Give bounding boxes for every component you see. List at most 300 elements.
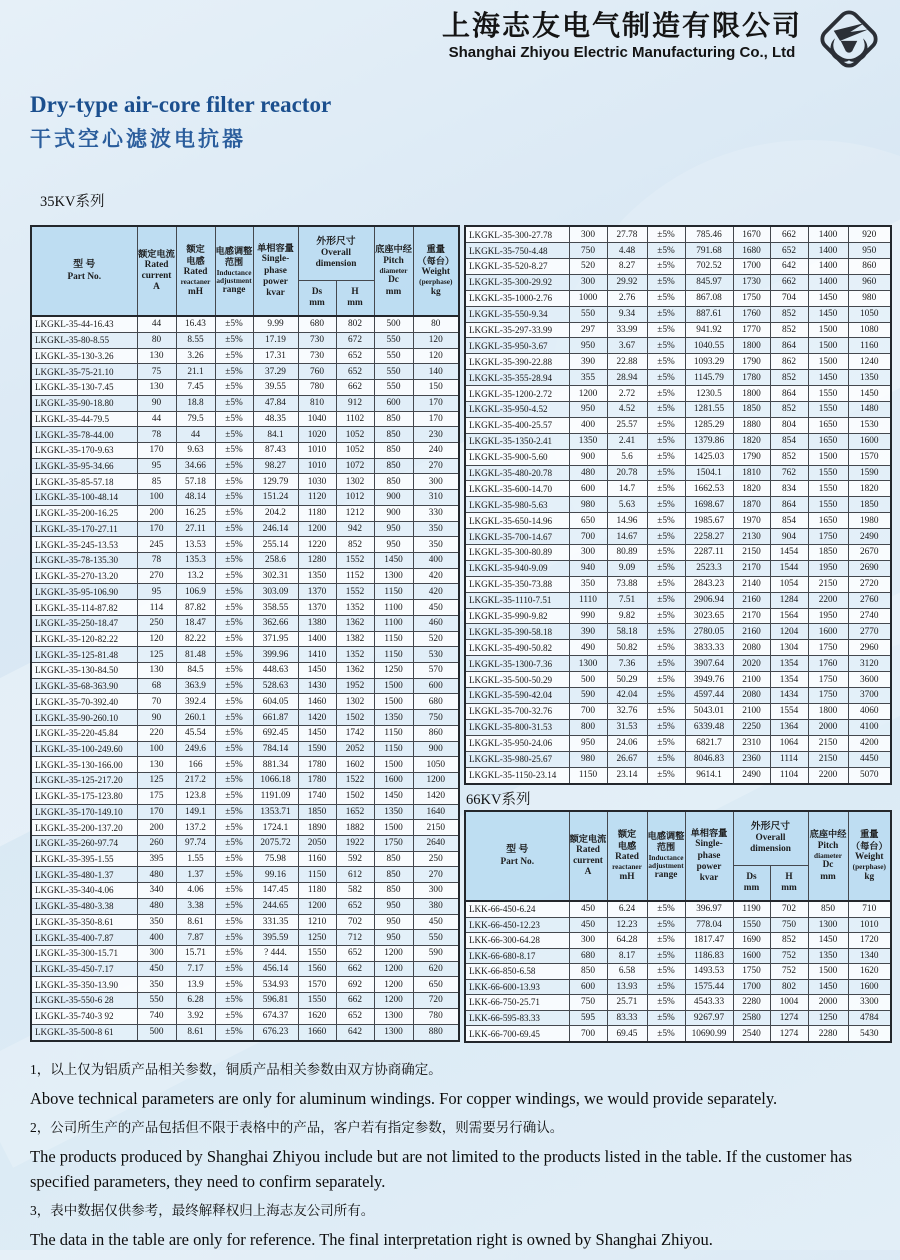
- part-no-cell: LKGKL-35-85-57.18: [31, 474, 137, 490]
- value-cell: 1522: [336, 773, 374, 789]
- value-cell: ±5%: [647, 1026, 685, 1042]
- value-cell: 2150: [413, 820, 459, 836]
- value-cell: ±5%: [215, 395, 253, 411]
- value-cell: 130: [137, 380, 176, 396]
- value-cell: 1350: [298, 568, 336, 584]
- value-cell: 662: [770, 274, 808, 290]
- value-cell: 1450: [808, 933, 848, 949]
- value-cell: 1750: [733, 290, 770, 306]
- part-no-cell: LKGKL-35-220-45.84: [31, 725, 137, 741]
- value-cell: 75: [137, 364, 176, 380]
- value-cell: 450: [569, 901, 607, 917]
- value-cell: 1950: [808, 608, 848, 624]
- table-row: [31, 427, 459, 443]
- value-cell: 6339.48: [685, 719, 733, 735]
- value-cell: 170: [137, 804, 176, 820]
- value-cell: 1066.18: [253, 773, 298, 789]
- value-cell: 950: [569, 402, 607, 418]
- table-row: [465, 338, 891, 354]
- value-cell: 3833.33: [685, 640, 733, 656]
- value-cell: 2780.05: [685, 624, 733, 640]
- value-cell: 2960: [848, 640, 891, 656]
- value-cell: ±5%: [647, 529, 685, 545]
- table-row: [465, 592, 891, 608]
- value-cell: 676.23: [253, 1024, 298, 1041]
- value-cell: 1530: [848, 417, 891, 433]
- value-cell: 1302: [336, 474, 374, 490]
- table-row: [31, 741, 459, 757]
- table-row: [31, 663, 459, 679]
- value-cell: ±5%: [215, 364, 253, 380]
- value-cell: 47.84: [253, 395, 298, 411]
- value-cell: 245: [137, 537, 176, 553]
- value-cell: 1100: [374, 600, 413, 616]
- value-cell: 13.93: [607, 979, 647, 995]
- value-cell: 1350: [374, 710, 413, 726]
- part-no-cell: LKGKL-35-100-249.60: [31, 741, 137, 757]
- value-cell: 2140: [733, 576, 770, 592]
- value-cell: 1790: [733, 449, 770, 465]
- value-cell: 1200: [413, 773, 459, 789]
- value-cell: 550: [374, 348, 413, 364]
- value-cell: 300: [569, 545, 607, 561]
- value-cell: ±5%: [647, 259, 685, 275]
- value-cell: 270: [413, 867, 459, 883]
- value-cell: ±5%: [215, 883, 253, 899]
- value-cell: 37.29: [253, 364, 298, 380]
- value-cell: 1353.71: [253, 804, 298, 820]
- part-no-cell: LKGKL-35-200-137.20: [31, 820, 137, 836]
- value-cell: 80: [413, 316, 459, 332]
- value-cell: 9.82: [607, 608, 647, 624]
- value-cell: 480: [137, 898, 176, 914]
- note-line: 2，公司所生产的产品包括但不限于表格中的产品，客户若有指定参数，则需要另行确认。: [30, 1120, 564, 1136]
- value-cell: 18.47: [176, 615, 215, 631]
- table-row: [465, 433, 891, 449]
- value-cell: 8.27: [607, 259, 647, 275]
- value-cell: 100: [137, 741, 176, 757]
- value-cell: 123.8: [176, 788, 215, 804]
- company-name-en: Shanghai Zhiyou Electric Manufacturing Co., Ltd: [448, 44, 796, 62]
- value-cell: 166: [176, 757, 215, 773]
- value-cell: 780: [413, 1008, 459, 1024]
- value-cell: ±5%: [215, 1024, 253, 1041]
- value-cell: 778.04: [685, 917, 733, 933]
- value-cell: 810: [298, 395, 336, 411]
- value-cell: ±5%: [647, 751, 685, 767]
- value-cell: 550: [374, 380, 413, 396]
- part-no-cell: LKGKL-35-125-81.48: [31, 647, 137, 663]
- value-cell: 6821.7: [685, 735, 733, 751]
- value-cell: 520: [569, 259, 607, 275]
- value-cell: 1180: [298, 505, 336, 521]
- value-cell: 1200: [298, 521, 336, 537]
- col-rated-current: 额定电流 Rated current A: [569, 811, 607, 901]
- value-cell: 7.87: [176, 930, 215, 946]
- series-35kv-label: 35KV系列: [40, 194, 105, 210]
- value-cell: ±5%: [215, 411, 253, 427]
- value-cell: 1600: [374, 773, 413, 789]
- part-no-cell: LKGKL-35-250-18.47: [31, 615, 137, 631]
- value-cell: 18.8: [176, 395, 215, 411]
- part-no-cell: LKGKL-35-1000-2.76: [465, 290, 569, 306]
- value-cell: 700: [569, 529, 607, 545]
- part-no-cell: LKGKL-35-400-7.87: [31, 930, 137, 946]
- value-cell: 534.93: [253, 977, 298, 993]
- value-cell: 1054: [770, 576, 808, 592]
- value-cell: 1300: [374, 1024, 413, 1041]
- value-cell: 73.88: [607, 576, 647, 592]
- table-row: [465, 964, 891, 980]
- value-cell: 1200: [569, 386, 607, 402]
- value-cell: ±5%: [215, 505, 253, 521]
- value-cell: 850: [374, 427, 413, 443]
- value-cell: 680: [298, 316, 336, 332]
- value-cell: 23.14: [607, 767, 647, 784]
- value-cell: 50.29: [607, 672, 647, 688]
- table-row: [31, 773, 459, 789]
- value-cell: 3.92: [176, 1008, 215, 1024]
- value-cell: 1004: [770, 995, 808, 1011]
- value-cell: 1150: [374, 647, 413, 663]
- value-cell: 850: [374, 442, 413, 458]
- value-cell: 880: [413, 1024, 459, 1041]
- value-cell: 2000: [808, 995, 848, 1011]
- value-cell: 802: [336, 316, 374, 332]
- value-cell: 942: [336, 521, 374, 537]
- table-row: [31, 914, 459, 930]
- value-cell: 900: [374, 505, 413, 521]
- value-cell: 852: [770, 449, 808, 465]
- value-cell: 6.28: [176, 993, 215, 1009]
- value-cell: 1354: [770, 672, 808, 688]
- value-cell: 2.41: [607, 433, 647, 449]
- value-cell: ±5%: [647, 688, 685, 704]
- value-cell: 48.35: [253, 411, 298, 427]
- part-no-cell: LKGKL-35-590-42.04: [465, 688, 569, 704]
- value-cell: 1500: [808, 449, 848, 465]
- value-cell: 1800: [733, 338, 770, 354]
- table-row: [465, 481, 891, 497]
- value-cell: 1770: [733, 322, 770, 338]
- value-cell: 95: [137, 458, 176, 474]
- table-row: [31, 883, 459, 899]
- value-cell: 1300: [569, 656, 607, 672]
- value-cell: 87.82: [176, 600, 215, 616]
- value-cell: 1590: [848, 465, 891, 481]
- value-cell: 83.33: [607, 1010, 647, 1026]
- value-cell: 1300: [374, 568, 413, 584]
- value-cell: 1354: [770, 656, 808, 672]
- value-cell: 550: [374, 364, 413, 380]
- value-cell: ±5%: [215, 835, 253, 851]
- part-no-cell: LKGKL-35-95-106.90: [31, 584, 137, 600]
- value-cell: 2640: [413, 835, 459, 851]
- value-cell: ±5%: [647, 656, 685, 672]
- table-row: [465, 226, 891, 243]
- value-cell: 860: [848, 259, 891, 275]
- col-part-no: 型 号 Part No.: [31, 226, 137, 316]
- table-row: [31, 364, 459, 380]
- value-cell: 864: [770, 338, 808, 354]
- value-cell: 4597.44: [685, 688, 733, 704]
- value-cell: 1050: [848, 306, 891, 322]
- value-cell: 1230.5: [685, 386, 733, 402]
- value-cell: 650: [569, 513, 607, 529]
- value-cell: 300: [413, 474, 459, 490]
- value-cell: 1650: [808, 513, 848, 529]
- value-cell: ±5%: [215, 474, 253, 490]
- value-cell: ±5%: [647, 274, 685, 290]
- value-cell: 2160: [733, 624, 770, 640]
- value-cell: 25.57: [607, 417, 647, 433]
- table-row: [31, 553, 459, 569]
- value-cell: 1760: [808, 656, 848, 672]
- table-row: [465, 703, 891, 719]
- part-no-cell: LKGKL-35-90-18.80: [31, 395, 137, 411]
- value-cell: 1504.1: [685, 465, 733, 481]
- value-cell: 1742: [336, 725, 374, 741]
- part-no-cell: LKGKL-35-950-24.06: [465, 735, 569, 751]
- value-cell: 150: [413, 380, 459, 396]
- value-cell: 125: [137, 647, 176, 663]
- value-cell: 950: [569, 735, 607, 751]
- value-cell: ±5%: [215, 380, 253, 396]
- value-cell: 8.61: [176, 914, 215, 930]
- value-cell: ±5%: [215, 945, 253, 961]
- value-cell: 217.2: [176, 773, 215, 789]
- value-cell: 14.67: [607, 529, 647, 545]
- value-cell: 170: [137, 442, 176, 458]
- note-line: Above technical parameters are only for aluminum windings. For copper windings, we would provide separately.: [30, 1088, 778, 1108]
- value-cell: 662: [336, 380, 374, 396]
- table-35kv-right: [464, 225, 892, 785]
- value-cell: 29.92: [607, 274, 647, 290]
- value-cell: 600: [569, 979, 607, 995]
- value-cell: 730: [298, 348, 336, 364]
- value-cell: ±5%: [215, 568, 253, 584]
- value-cell: 7.17: [176, 961, 215, 977]
- value-cell: 2150: [733, 545, 770, 561]
- value-cell: 5070: [848, 767, 891, 784]
- value-cell: 26.67: [607, 751, 647, 767]
- value-cell: 350: [413, 521, 459, 537]
- value-cell: ±5%: [647, 640, 685, 656]
- value-cell: 1600: [808, 624, 848, 640]
- value-cell: 240: [413, 442, 459, 458]
- value-cell: 9614.1: [685, 767, 733, 784]
- value-cell: 350: [137, 977, 176, 993]
- value-cell: 2.72: [607, 386, 647, 402]
- value-cell: 2100: [733, 672, 770, 688]
- value-cell: 1560: [298, 961, 336, 977]
- value-cell: ±5%: [215, 584, 253, 600]
- value-cell: 760: [298, 364, 336, 380]
- table-row: [31, 584, 459, 600]
- col-pitch-diameter: 底座中经 Pitch diameter Dc mm: [374, 226, 413, 316]
- col-pitch-diameter: 底座中经 Pitch diameter Dc mm: [808, 811, 848, 901]
- value-cell: 2080: [733, 640, 770, 656]
- value-cell: 3907.64: [685, 656, 733, 672]
- value-cell: 904: [770, 529, 808, 545]
- part-no-cell: LKGKL-35-480-1.37: [31, 867, 137, 883]
- value-cell: 82.22: [176, 631, 215, 647]
- part-no-cell: LKGKL-35-980-5.63: [465, 497, 569, 513]
- table-row: [31, 521, 459, 537]
- value-cell: 1500: [808, 964, 848, 980]
- part-no-cell: LKK-66-450-12.23: [465, 917, 569, 933]
- col-part-no: 型 号 Part No.: [465, 811, 569, 901]
- value-cell: 2720: [848, 576, 891, 592]
- value-cell: 1274: [770, 1026, 808, 1042]
- table-row: [465, 948, 891, 964]
- value-cell: 480: [137, 867, 176, 883]
- value-cell: 1620: [298, 1008, 336, 1024]
- value-cell: 600: [413, 678, 459, 694]
- value-cell: ±5%: [647, 592, 685, 608]
- value-cell: 1352: [336, 647, 374, 663]
- value-cell: 550: [413, 930, 459, 946]
- table-row: [465, 354, 891, 370]
- value-cell: 2690: [848, 560, 891, 576]
- part-no-cell: LKGKL-35-390-58.18: [465, 624, 569, 640]
- part-no-cell: LKGKL-35-980-25.67: [465, 751, 569, 767]
- value-cell: 1362: [336, 663, 374, 679]
- value-cell: 1150: [374, 584, 413, 600]
- value-cell: 1150: [569, 767, 607, 784]
- value-cell: 2200: [808, 767, 848, 784]
- value-cell: 1274: [770, 1010, 808, 1026]
- value-cell: 300: [137, 945, 176, 961]
- value-cell: 84.5: [176, 663, 215, 679]
- value-cell: ±5%: [215, 820, 253, 836]
- value-cell: 48.14: [176, 490, 215, 506]
- value-cell: 700: [569, 1026, 607, 1042]
- value-cell: 700: [569, 703, 607, 719]
- value-cell: ±5%: [215, 316, 253, 332]
- value-cell: 680: [569, 948, 607, 964]
- table-row: [465, 995, 891, 1011]
- value-cell: ±5%: [215, 615, 253, 631]
- table-row: [465, 719, 891, 735]
- value-cell: 450: [413, 600, 459, 616]
- table-row: [465, 576, 891, 592]
- value-cell: 854: [770, 433, 808, 449]
- table-row: [31, 442, 459, 458]
- part-no-cell: LKGKL-35-90-260.10: [31, 710, 137, 726]
- value-cell: 1985.67: [685, 513, 733, 529]
- value-cell: 9.34: [607, 306, 647, 322]
- value-cell: 58.18: [607, 624, 647, 640]
- table-row: [31, 395, 459, 411]
- col-weight: 重量 （每台） Weight (perphase) kg: [413, 226, 459, 316]
- value-cell: 1700: [733, 979, 770, 995]
- value-cell: 1012: [336, 490, 374, 506]
- value-cell: 1750: [733, 964, 770, 980]
- value-cell: ±5%: [647, 243, 685, 259]
- value-cell: 8.61: [176, 1024, 215, 1041]
- table-row: [31, 977, 459, 993]
- value-cell: 530: [413, 647, 459, 663]
- value-cell: 1250: [298, 930, 336, 946]
- value-cell: 2770: [848, 624, 891, 640]
- value-cell: 595: [569, 1010, 607, 1026]
- part-no-cell: LKK-66-750-25.71: [465, 995, 569, 1011]
- table-row: [465, 917, 891, 933]
- value-cell: 390: [569, 354, 607, 370]
- value-cell: 1240: [848, 354, 891, 370]
- table-row: [31, 898, 459, 914]
- value-cell: 2310: [733, 735, 770, 751]
- value-cell: 250: [137, 615, 176, 631]
- part-no-cell: LKK-66-700-69.45: [465, 1026, 569, 1042]
- value-cell: 258.6: [253, 553, 298, 569]
- value-cell: 692.45: [253, 725, 298, 741]
- value-cell: 1200: [298, 898, 336, 914]
- value-cell: 125: [137, 773, 176, 789]
- value-cell: ? 444.: [253, 945, 298, 961]
- value-cell: 371.95: [253, 631, 298, 647]
- value-cell: 120: [413, 332, 459, 348]
- value-cell: ±5%: [215, 694, 253, 710]
- value-cell: 592: [336, 851, 374, 867]
- value-cell: 1550: [733, 917, 770, 933]
- value-cell: 550: [374, 332, 413, 348]
- value-cell: ±5%: [215, 663, 253, 679]
- value-cell: 1150: [374, 725, 413, 741]
- value-cell: 13.2: [176, 568, 215, 584]
- value-cell: 8.55: [176, 332, 215, 348]
- part-no-cell: LKK-66-300-64.28: [465, 933, 569, 949]
- table-66kv: [464, 810, 892, 1043]
- value-cell: 852: [770, 933, 808, 949]
- value-cell: 390: [569, 624, 607, 640]
- value-cell: 950: [374, 898, 413, 914]
- table-row: [31, 1024, 459, 1041]
- value-cell: 791.68: [685, 243, 733, 259]
- col-adjustment-range: 电感调整 范围 Inductance adjustment range: [647, 811, 685, 901]
- part-no-cell: LKGKL-35-170-9.63: [31, 442, 137, 458]
- value-cell: 1300: [374, 1008, 413, 1024]
- value-cell: 490: [569, 640, 607, 656]
- value-cell: ±5%: [215, 631, 253, 647]
- value-cell: 652: [336, 898, 374, 914]
- value-cell: 90: [137, 395, 176, 411]
- value-cell: 1890: [298, 820, 336, 836]
- part-no-cell: LKGKL-35-480-3.38: [31, 898, 137, 914]
- value-cell: 2.76: [607, 290, 647, 306]
- value-cell: 1093.29: [685, 354, 733, 370]
- value-cell: 2523.3: [685, 560, 733, 576]
- value-cell: 84.1: [253, 427, 298, 443]
- value-cell: 850: [808, 901, 848, 917]
- value-cell: 1780: [733, 370, 770, 386]
- company-name-zh: 上海志友电气制造有限公司: [441, 10, 802, 41]
- value-cell: 1284: [770, 592, 808, 608]
- value-cell: 652: [336, 348, 374, 364]
- value-cell: 9267.97: [685, 1010, 733, 1026]
- table-row: [31, 678, 459, 694]
- value-cell: 520: [413, 631, 459, 647]
- value-cell: 5.6: [607, 449, 647, 465]
- value-cell: 1882: [336, 820, 374, 836]
- value-cell: 1020: [298, 427, 336, 443]
- value-cell: ±5%: [647, 719, 685, 735]
- value-cell: 550: [137, 993, 176, 1009]
- value-cell: 750: [569, 995, 607, 1011]
- value-cell: 16.43: [176, 316, 215, 332]
- value-cell: 3.26: [176, 348, 215, 364]
